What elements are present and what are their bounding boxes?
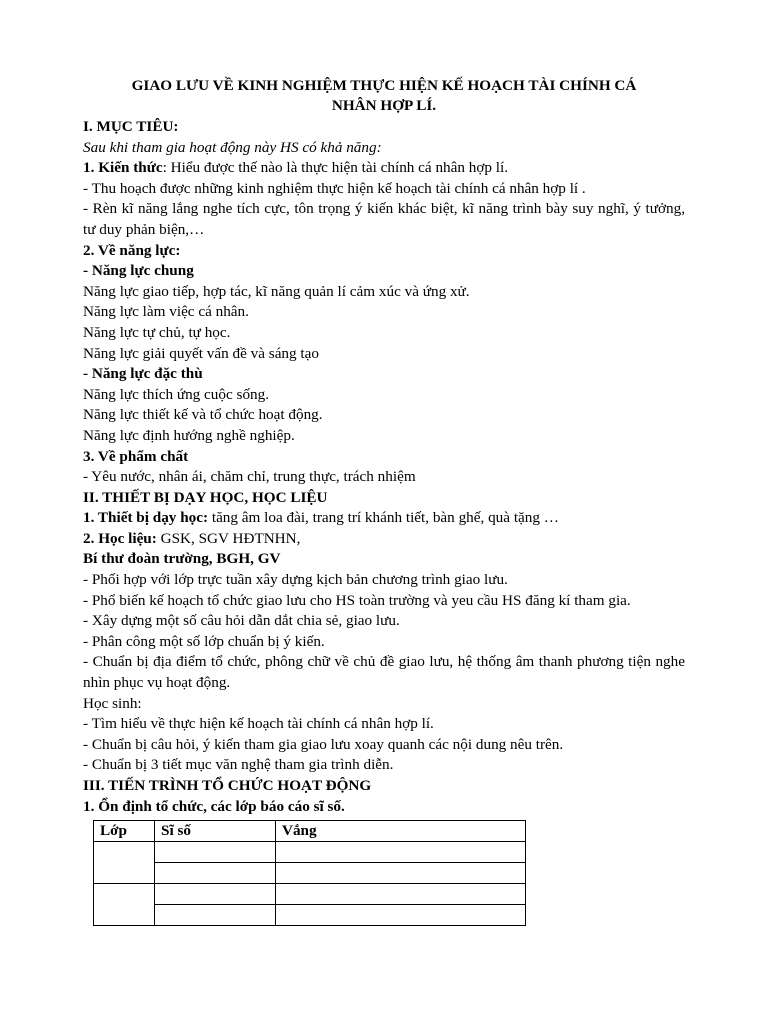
column-header-count: Sĩ số xyxy=(155,821,276,842)
table-header-row xyxy=(94,821,526,842)
staff-item: - Xây dựng một số câu hỏi dẫn dắt chia sẻ, giao lưu. xyxy=(83,612,400,630)
table-cell[interactable] xyxy=(94,842,155,884)
quality-heading: 3. Về phẩm chất xyxy=(83,447,189,465)
table-cell[interactable] xyxy=(276,842,526,863)
table-row xyxy=(94,905,526,926)
general-ability-item: Năng lực tự chủ, tự học. xyxy=(83,323,231,341)
attendance-table xyxy=(93,820,526,926)
equipment-text: tăng âm loa đài, trang trí khánh tiết, bàn ghế, quà tặng … xyxy=(208,509,559,527)
staff-heading: Bí thư đoàn trường, BGH, GV xyxy=(83,550,281,568)
knowledge-text: : Hiểu được thế nào là thực hiện tài chính cá nhân hợp lí. xyxy=(162,159,509,177)
student-heading: Học sinh: xyxy=(83,694,142,712)
staff-item: - Phân công một số lớp chuẩn bị ý kiến. xyxy=(83,632,325,650)
staff-item: - Chuẩn bị địa điểm tổ chức, phông chữ về chủ đề giao lưu, hệ thống âm thanh phương tiện nghe nhìn phục vụ hoạt động. xyxy=(83,653,685,692)
general-ability-heading: - Năng lực chung xyxy=(83,262,194,280)
materials-line xyxy=(83,529,685,550)
student-item: - Tìm hiểu về thực hiện kế hoạch tài chính cá nhân hợp lí. xyxy=(83,715,434,733)
table-cell[interactable] xyxy=(276,863,526,884)
materials-text: GSK, SGV HĐTNHN, xyxy=(156,529,301,547)
staff-item: - Phổ biến kế hoạch tổ chức giao lưu cho HS toàn trường và yeu cầu HS đăng kí tham gia. xyxy=(83,591,631,609)
column-header-class: Lớp xyxy=(94,821,155,842)
specific-ability-item: Năng lực định hướng nghề nghiệp. xyxy=(83,426,295,444)
objectives-intro: Sau khi tham gia hoạt động này HS có khả năng: xyxy=(83,138,382,156)
general-ability-item: Năng lực làm việc cá nhân. xyxy=(83,303,249,321)
document-title xyxy=(83,76,685,115)
table-row xyxy=(94,884,526,905)
table-cell[interactable] xyxy=(94,884,155,926)
knowledge-line xyxy=(83,158,685,179)
general-ability-item: Năng lực giao tiếp, hợp tác, kĩ năng quản lí cảm xúc và ứng xử. xyxy=(83,282,470,300)
equipment-line xyxy=(83,508,685,529)
table-cell[interactable] xyxy=(155,863,276,884)
section-2-heading: II. THIẾT BỊ DẠY HỌC, HỌC LIỆU xyxy=(83,488,328,506)
specific-ability-item: Năng lực thích ứng cuộc sống. xyxy=(83,385,270,403)
step-1-heading: 1. Ổn định tổ chức, các lớp báo cáo sĩ số. xyxy=(83,797,345,815)
student-item: - Chuẩn bị 3 tiết mục văn nghệ tham gia trình diễn. xyxy=(83,756,394,774)
table-row xyxy=(94,842,526,863)
knowledge-label: 1. Kiến thức xyxy=(83,159,163,177)
staff-item: - Phối hợp với lớp trực tuần xây dựng kịch bản chương trình giao lưu. xyxy=(83,571,508,589)
general-ability-item: Năng lực giải quyết vấn đề và sáng tạo xyxy=(83,344,319,362)
table-cell[interactable] xyxy=(155,842,276,863)
table-row xyxy=(94,863,526,884)
ability-heading: 2. Về năng lực: xyxy=(83,241,181,259)
title-line-1: GIAO LƯU VỀ KINH NGHIỆM THỰC HIỆN KẾ HOẠCH TÀI CHÍNH CÁ xyxy=(131,77,637,94)
knowledge-bullet-2: - Rèn kĩ năng lắng nghe tích cực, tôn trọng ý kiến khác biệt, kĩ năng trình bày suy nghĩ, ý tưởng, tư duy phản biện,… xyxy=(83,200,685,238)
table-cell[interactable] xyxy=(276,905,526,926)
materials-label: 2. Học liệu: xyxy=(83,529,157,547)
table-cell[interactable] xyxy=(276,884,526,905)
title-line-2: NHÂN HỢP LÍ. xyxy=(331,96,437,114)
table-cell[interactable] xyxy=(155,884,276,905)
equipment-label: 1. Thiết bị dạy học: xyxy=(83,509,209,527)
knowledge-bullet-1: - Thu hoạch được những kinh nghiệm thực hiện kế hoạch tài chính cá nhân hợp lí . xyxy=(83,179,586,197)
quality-text: - Yêu nước, nhân ái, chăm chỉ, trung thực, trách nhiệm xyxy=(83,468,416,486)
specific-ability-item: Năng lực thiết kế và tổ chức hoạt động. xyxy=(83,406,323,424)
section-1-heading: I. MỤC TIÊU: xyxy=(83,118,179,135)
table-cell[interactable] xyxy=(155,905,276,926)
column-header-absent: Vắng xyxy=(276,821,526,842)
student-item: - Chuẩn bị câu hỏi, ý kiến tham gia giao lưu xoay quanh các nội dung nêu trên. xyxy=(83,735,564,753)
specific-ability-heading: - Năng lực đặc thù xyxy=(83,365,203,383)
section-3-heading: III. TIẾN TRÌNH TỔ CHỨC HOẠT ĐỘNG xyxy=(83,777,372,794)
document-page xyxy=(83,76,685,926)
